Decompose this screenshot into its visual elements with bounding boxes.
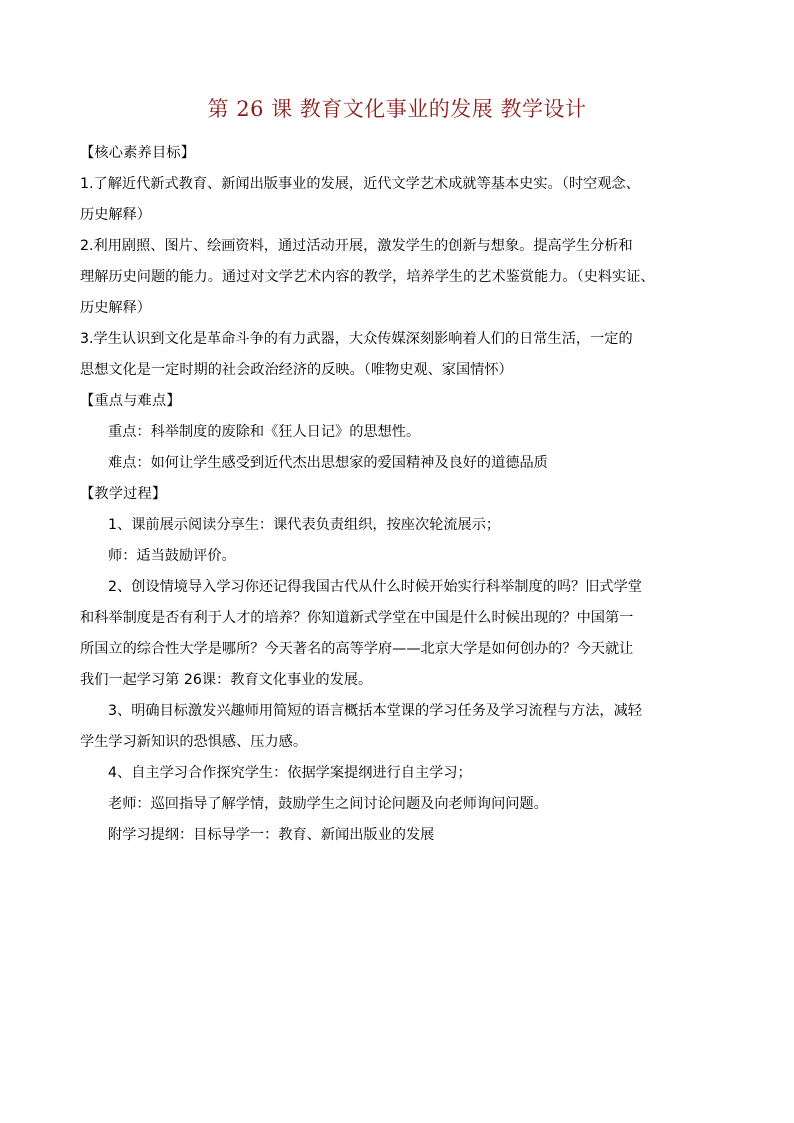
document-body bbox=[80, 138, 720, 851]
text-line: 我们一起学习第 26课：教育文化事业的发展。 bbox=[80, 672, 373, 688]
text-line: 4、自主学习合作探究学生：依据学案提纲进行自主学习； bbox=[108, 765, 472, 781]
text-line: 2、创设情境导入学习你还记得我国古代从什么时候开始实行科举制度的吗？旧式学堂 bbox=[108, 579, 642, 595]
text-line: 2.利用剧照、图片、绘画资料，通过活动开展，激发学生的创新与想象。提高学生分析和 bbox=[80, 238, 633, 254]
text-line: 老师：巡回指导了解学情，鼓励学生之间讨论问题及向老师询问问题。 bbox=[108, 796, 548, 812]
document-title: 第 26 课 教育文化事业的发展 教学设计 bbox=[207, 97, 587, 121]
text-line: 3、明确目标激发兴趣师用简短的语言概括本堂课的学习任务及学习流程与方法，减轻 bbox=[108, 703, 642, 719]
text-line: 重点：科举制度的废除和《狂人日记》的思想性。 bbox=[108, 424, 421, 440]
text-line: 难点：如何让学生感受到近代杰出思想家的爱国精神及良好的道德品质 bbox=[108, 455, 548, 471]
text-line: 历史解释） bbox=[80, 207, 151, 223]
text-line: 学生学习新知识的恐惧感、压力感。 bbox=[80, 734, 308, 750]
section-heading: 【教学过程】 bbox=[80, 486, 167, 502]
text-line: 和科举制度是否有利于人才的培养？你知道新式学堂在中国是什么时候出现的？中国第一 bbox=[80, 610, 634, 626]
section-heading: 【核心素养目标】 bbox=[80, 145, 196, 161]
text-line: 3.学生认识到文化是革命斗争的有力武器，大众传媒深刻影响着人们的日常生活，一定的 bbox=[80, 331, 633, 347]
text-line: 思想文化是一定时期的社会政治经济的反映。（唯物史观、家国情怀） bbox=[80, 362, 513, 378]
text-line: 1.了解近代新式教育、新闻出版事业的发展，近代文学艺术成就等基本史实。（时空观念、 bbox=[80, 176, 640, 192]
text-line: 附学习提纲：目标导学一：教育、新闻出版业的发展 bbox=[108, 827, 435, 843]
text-line: 1、课前展示阅读分享生：课代表负责组织，按座次轮流展示； bbox=[108, 517, 501, 533]
text-line: 师：适当鼓励评价。 bbox=[108, 548, 236, 564]
text-line: 所国立的综合性大学是哪所？今天著名的高等学府——北京大学是如何创办的？今天就让 bbox=[80, 641, 634, 657]
section-heading: 【重点与难点】 bbox=[80, 393, 181, 409]
text-line: 理解历史问题的能力。通过对文学艺术内容的教学，培养学生的艺术鉴赏能力。（史料实证、 bbox=[80, 269, 655, 285]
text-line: 历史解释） bbox=[80, 300, 151, 316]
